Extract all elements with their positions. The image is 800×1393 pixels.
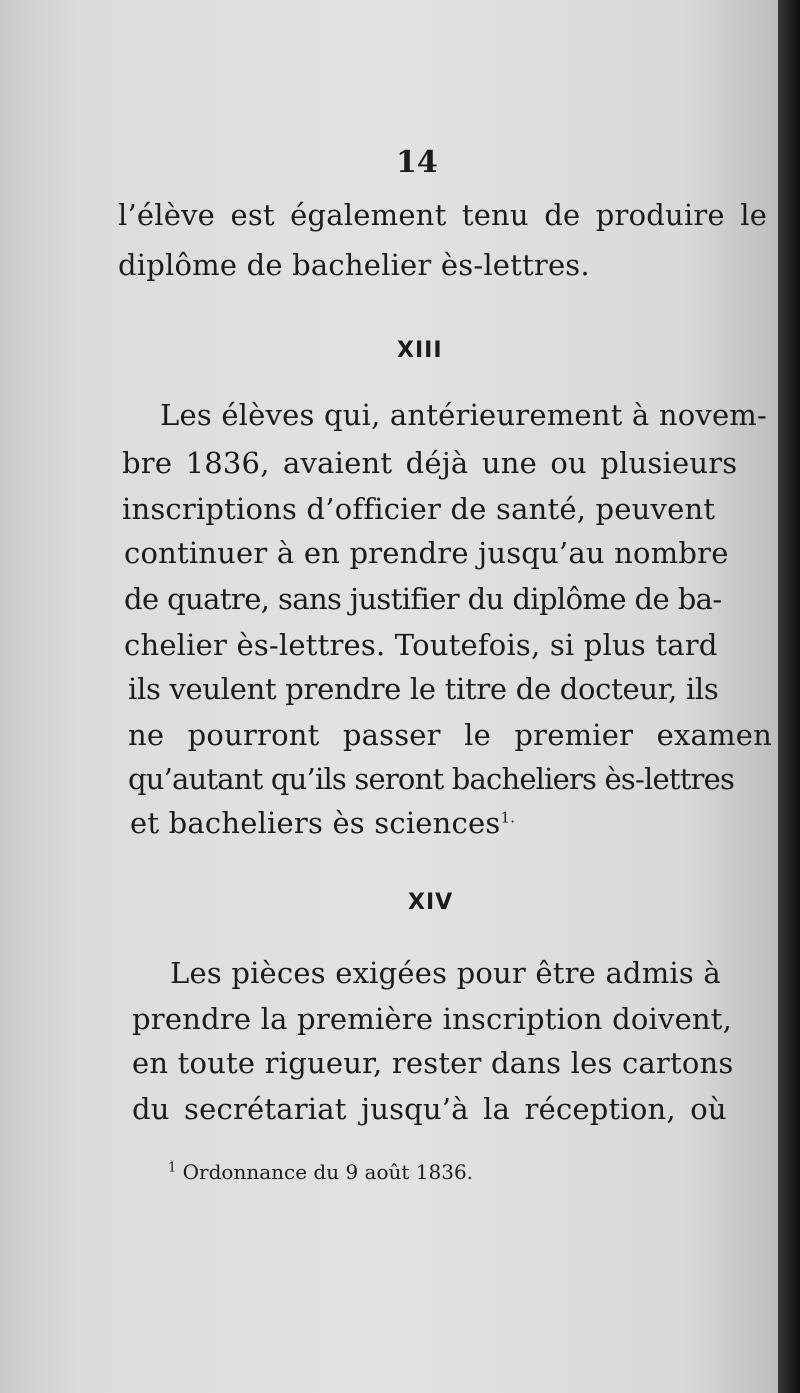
text-line: en toute rigueur, rester dans les cartons bbox=[132, 1046, 734, 1080]
section-heading-xiv: XIV bbox=[408, 890, 454, 915]
text-line-content: et bacheliers ès sciences bbox=[130, 806, 501, 840]
section-heading-xiii: XIII bbox=[397, 338, 443, 363]
text-line: l’élève est également tenu de produire le bbox=[118, 198, 768, 232]
text-line: qu’autant qu’ils seront bacheliers ès-lettres bbox=[128, 762, 735, 796]
footnote-marker: 1 bbox=[168, 1160, 177, 1176]
text-line: bre 1836, avaient déjà une ou plusieurs bbox=[122, 446, 738, 480]
text-line: inscriptions d’officier de santé, peuvent bbox=[122, 492, 716, 526]
text-line: prendre la première inscription doivent, bbox=[132, 1002, 733, 1036]
text-line: du secrétariat jusqu’à la réception, où bbox=[132, 1092, 727, 1126]
text-line: diplôme de bachelier ès-lettres. bbox=[118, 248, 590, 282]
text-line: continuer à en prendre jusqu’au nombre bbox=[124, 536, 729, 570]
page-number: 14 bbox=[396, 145, 438, 180]
footnote-text: Ordonnance du 9 août 1836. bbox=[182, 1160, 474, 1184]
text-line: chelier ès-lettres. Toutefois, si plus tard bbox=[124, 628, 718, 662]
text-line: Les pièces exigées pour être admis à bbox=[170, 956, 721, 990]
page-edge-shadow bbox=[778, 0, 800, 1393]
text-line: ils veulent prendre le titre de docteur, ils bbox=[128, 672, 719, 706]
text-line bbox=[130, 806, 515, 840]
text-line: Les élèves qui, antérieurement à novem- bbox=[160, 398, 768, 432]
text-line: ne pourront passer le premier examen bbox=[128, 718, 772, 752]
text-line: de quatre, sans justifier du diplôme de ba- bbox=[124, 582, 722, 616]
footnote bbox=[168, 1160, 473, 1184]
footnote-reference: 1. bbox=[500, 808, 516, 827]
